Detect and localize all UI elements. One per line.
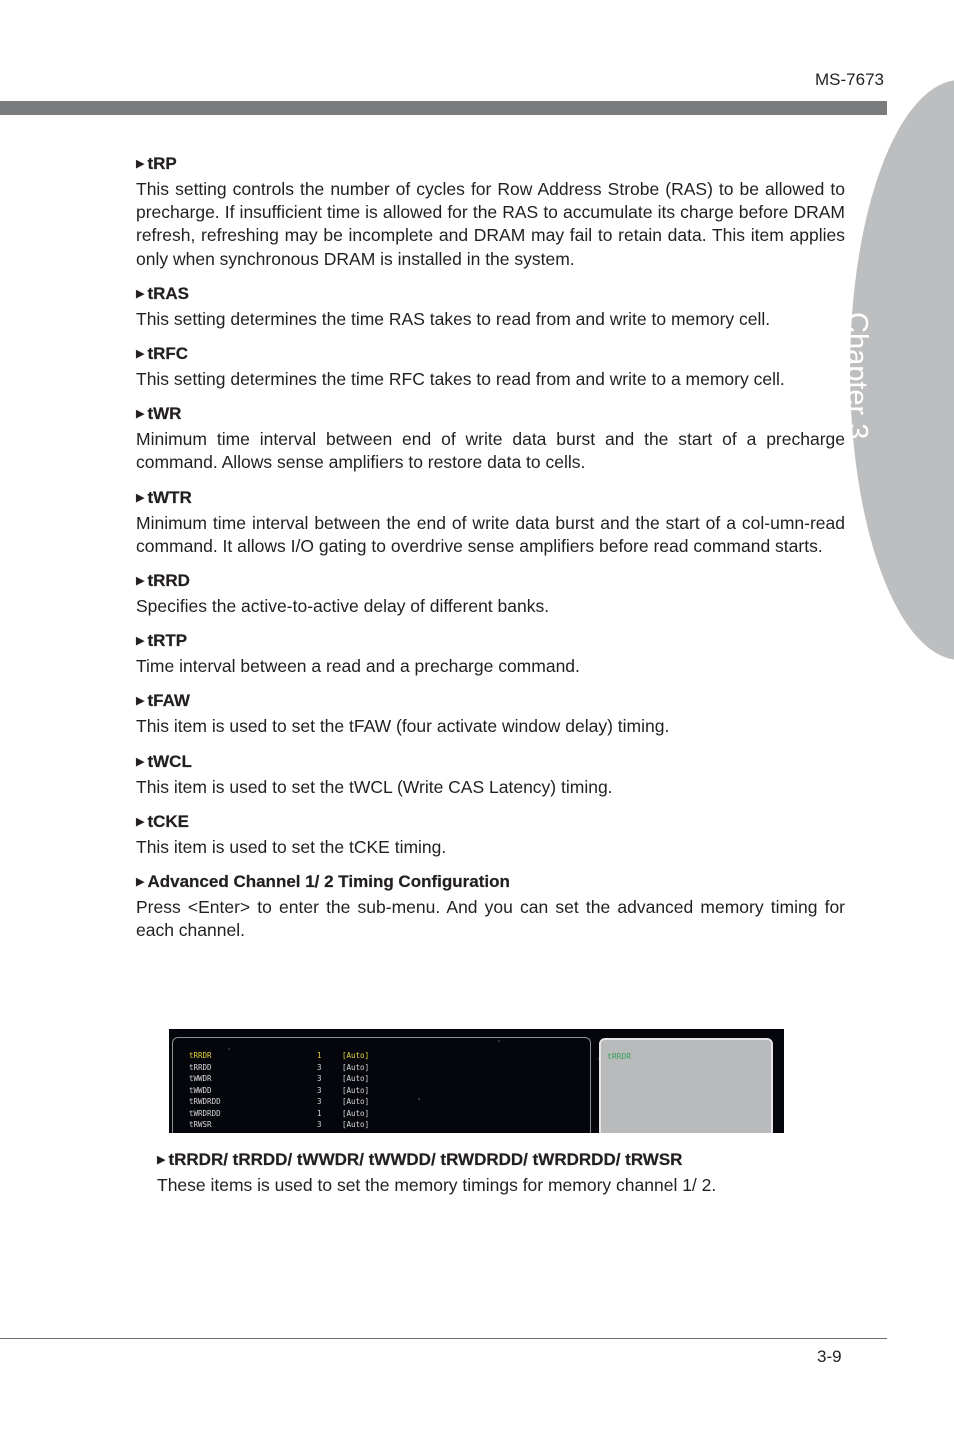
item-title: tRTP <box>147 631 188 651</box>
item-description: Press <Enter> to enter the sub-menu. And you can set the advanced memory timing for each channel. <box>136 897 845 941</box>
item-advanced-channel-timing <box>136 870 845 942</box>
item-title: tRRDR/ tRRDD/ tWWDR/ tWWDD/ tRWDRDD/ tWRDRDD/ tRWSR <box>168 1150 683 1169</box>
footer-rule <box>0 1338 887 1339</box>
item-trp <box>136 152 845 271</box>
bios-setting-row: tRRDD 3 [Auto] <box>189 1062 370 1072</box>
item-title: tCKE <box>147 811 190 831</box>
triangle-bullet-icon: ▶ <box>136 755 145 768</box>
item-description: This setting determines the time RFC takes to read from and write to a memory cell. <box>136 369 785 390</box>
triangle-bullet-icon: ▶ <box>157 1154 166 1166</box>
item-title: tWCL <box>147 751 192 771</box>
chapter-tab <box>850 0 954 1432</box>
bios-help-text: tRRDR <box>607 1052 632 1061</box>
triangle-bullet-icon: ▶ <box>136 287 145 300</box>
bios-setting-row: tWRDRDD 1 [Auto] <box>189 1108 370 1118</box>
item-twcl <box>136 750 845 799</box>
triangle-bullet-icon: ▶ <box>136 348 145 361</box>
item-description: Minimum time interval between the end of write data burst and the start of a col-umn-read command. It allows I/O gating to overdrive sense amplifiers before read command starts. <box>136 512 845 556</box>
main-content <box>136 152 845 953</box>
bios-screenshot <box>169 1029 784 1133</box>
triangle-bullet-icon: ▶ <box>136 815 145 828</box>
triangle-bullet-icon: ▶ <box>136 635 145 648</box>
item-description: This setting determines the time RAS takes to read from and write to memory cell. <box>136 308 771 329</box>
item-trtp <box>136 629 845 678</box>
header-bar <box>0 101 887 115</box>
triangle-bullet-icon: ▶ <box>136 575 145 588</box>
bios-setting-row: tRRDR 1 [Auto] <box>189 1051 370 1060</box>
bios-setting-row: tRWDRDD 3 [Auto] <box>189 1097 370 1106</box>
item-tras <box>136 282 845 331</box>
bios-help-panel <box>599 1038 773 1133</box>
item-title: tWTR <box>147 487 192 507</box>
item-description: Specifies the active-to-active delay of different banks. <box>136 596 550 617</box>
page-number: 3-9 <box>817 1347 842 1366</box>
item-twtr <box>136 486 845 558</box>
triangle-bullet-icon: ▶ <box>136 876 145 889</box>
item-description: This setting controls the number of cycles for Row Address Strobe (RAS) to be allowed to precharge. If insufficient time is allowed for the RAS to accumulate its charge before DRAM refresh, refreshing may be incomplete and DRAM may fail to retain data. This item applies only when synchronous DRAM is installed in the system. <box>136 179 845 269</box>
item-description: This item is used to set the tFAW (four activate window delay) timing. <box>136 716 670 737</box>
item-memory-channel-timings <box>157 1148 847 1197</box>
bios-settings-panel <box>172 1037 591 1133</box>
bios-setting-row: tRWSR 3 [Auto] <box>189 1120 370 1129</box>
item-title: tRP <box>147 154 177 173</box>
item-title: tRAS <box>147 283 190 303</box>
triangle-bullet-icon: ▶ <box>136 408 145 421</box>
bios-setting-row: tWWDR 3 [Auto] <box>189 1074 370 1083</box>
item-description: Minimum time interval between end of write data burst and the start of a precharge command. Allows sense amplifiers to restore data to cells. <box>136 429 845 473</box>
triangle-bullet-icon: ▶ <box>136 491 145 504</box>
item-description: These items is used to set the memory timings for memory channel 1/ 2. <box>157 1175 717 1195</box>
item-title: tFAW <box>147 691 190 711</box>
bios-setting-row: tWWDD 3 [Auto] <box>189 1085 370 1095</box>
triangle-bullet-icon: ▶ <box>136 158 145 170</box>
item-twr <box>136 402 845 474</box>
chapter-tab-label: Chapter 3 <box>841 312 873 440</box>
item-trfc <box>136 342 845 391</box>
item-description: This item is used to set the tCKE timing. <box>136 836 447 857</box>
triangle-bullet-icon: ▶ <box>136 695 145 708</box>
item-title: Advanced Channel 1/ 2 Timing Configuration <box>147 872 510 892</box>
item-description: This item is used to set the tWCL (Write CAS Latency) timing. <box>136 776 613 797</box>
item-title: tWR <box>147 404 182 424</box>
item-title: tRRD <box>147 571 190 591</box>
item-title: tRFC <box>147 344 189 364</box>
model-number: MS-7673 <box>815 70 884 89</box>
item-description: Time interval between a read and a precharge command. <box>136 656 580 677</box>
item-tcke <box>136 810 845 859</box>
item-trrd <box>136 569 845 618</box>
item-tfaw <box>136 689 845 738</box>
